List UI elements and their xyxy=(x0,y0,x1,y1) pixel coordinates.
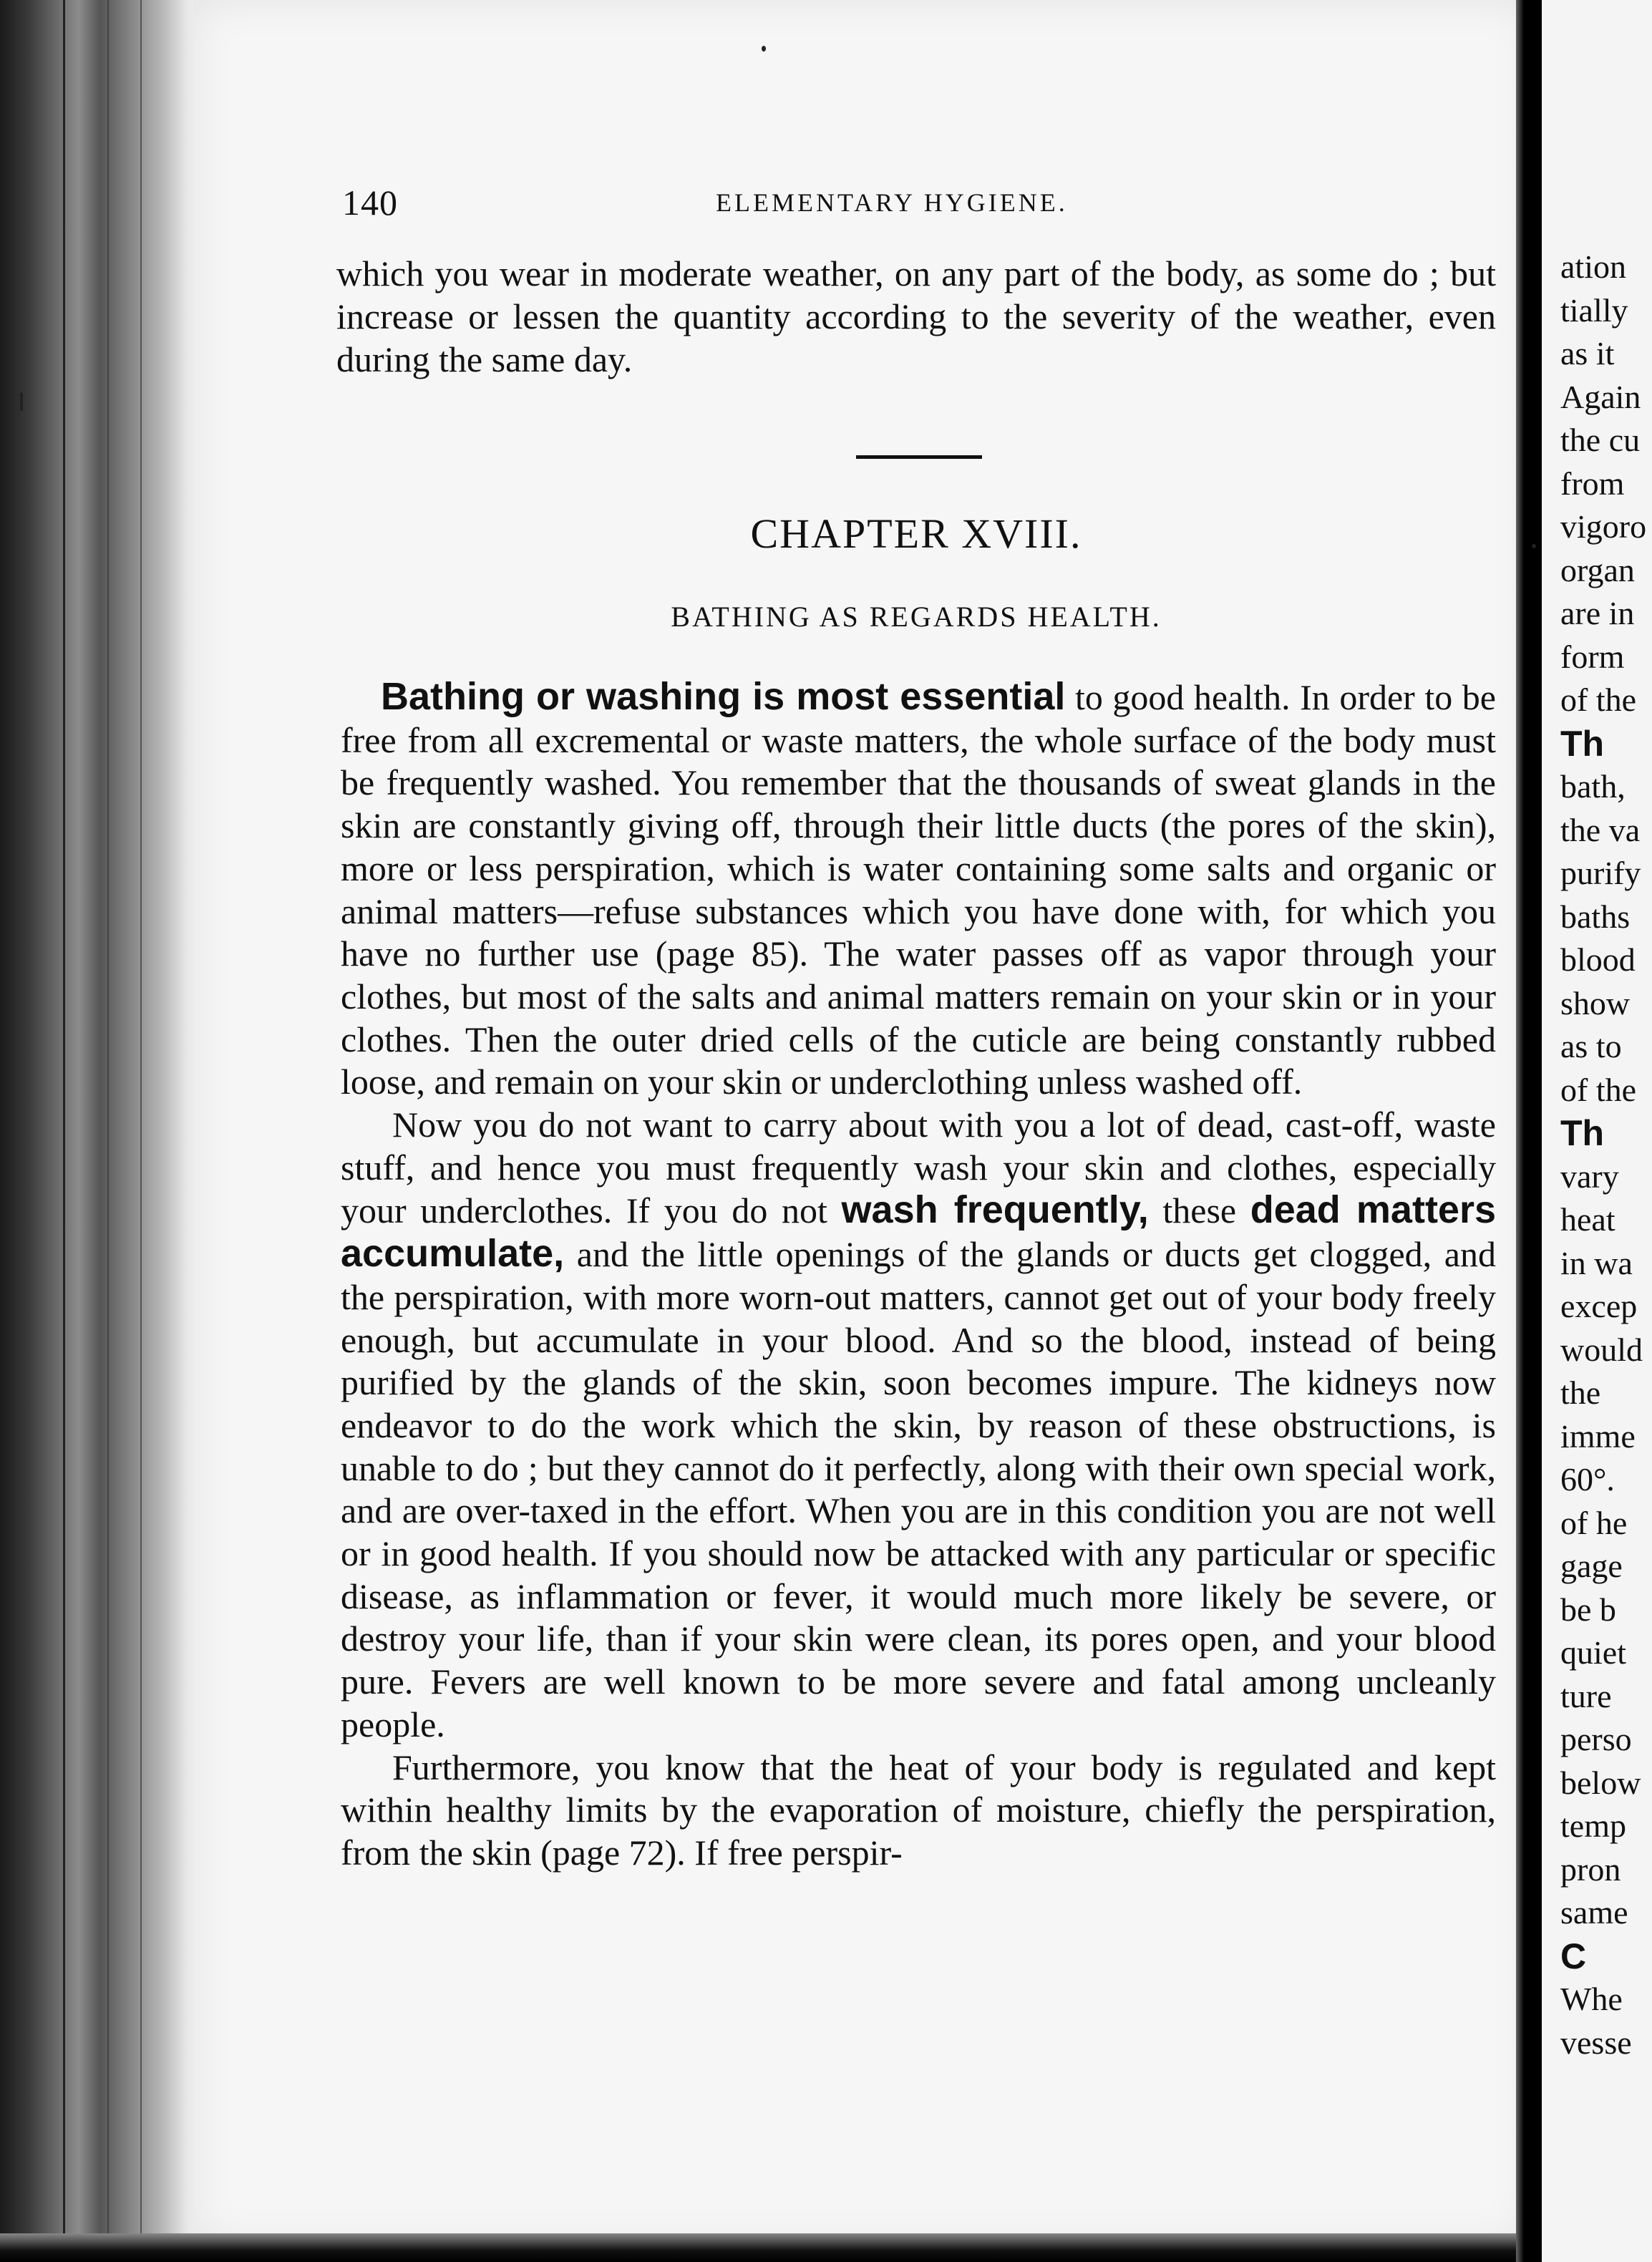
facing-page-fragment: Whe xyxy=(1560,1981,1623,2017)
book-gutter xyxy=(1516,0,1542,2262)
facing-page-fragment: of he xyxy=(1560,1504,1628,1541)
opening-paragraph: which you wear in moderate weather, on any part of the body, as some do ; but increase or lessen the quantity according to the severity of the weather, even during the same day. xyxy=(336,253,1496,379)
facing-page-fragment: show xyxy=(1560,984,1631,1021)
facing-page-fragment: baths xyxy=(1560,898,1631,935)
facing-page-fragment: purify xyxy=(1560,855,1641,891)
opening-paragraph-block xyxy=(336,252,1496,381)
chapter-title: CHAPTER XVIII. xyxy=(750,510,1082,557)
paragraph-text: Furthermore, you know that the heat of your body is regulated and kept within healthy limits by the evaporation of moisture, chiefly the perspiration, from the skin (page 72). If free perspir- xyxy=(341,1747,1496,1873)
facing-page-fragment: of the xyxy=(1560,681,1637,718)
facing-page-fragment: heat xyxy=(1560,1201,1615,1238)
facing-page-fragment: ture xyxy=(1560,1677,1612,1714)
paragraph-text: Now you do not want to carry about with you a lot of dead, cast-off, waste stuff, and hence you must frequently wash your skin and clothes, especially your underclothes. If you do not xyxy=(341,1105,1496,1231)
page-edge-line xyxy=(107,0,109,2262)
facing-page-fragment: 60°. xyxy=(1560,1461,1615,1498)
scan-speck xyxy=(1532,544,1536,548)
scan-speck xyxy=(20,392,23,411)
facing-page-fragment: perso xyxy=(1560,1721,1632,1757)
running-head xyxy=(336,179,1496,229)
facing-page-fragment: be b xyxy=(1560,1591,1616,1628)
paragraph-text: these xyxy=(1148,1190,1250,1231)
facing-page-fragment: the va xyxy=(1560,811,1641,848)
paragraph-3 xyxy=(341,1747,1496,1875)
paragraph-text: and the little openings of the glands or ducts get clogged, and the perspiration, with more worn-out matters, cannot get out of your body freely enough, but accumulate in your blood. And so the blood, instead of being purified by the glands of the skin, soon becomes impure. The kidneys now endeavor to do the work which the skin, by reason of these obstructions, is unable to do ; but they cannot do it perfectly, along with their own special work, and are over-taxed in the effort. When you are in this condition you are not well or in good health. If you should now be attacked with any particular or specific disease, as inflammation or fever, it would much more likely be severe, or destroy your life, than if your skin were clean, its pores open, and your blood pure. Fevers are well known to be more severe and fatal among uncleanly people. xyxy=(341,1234,1496,1744)
facing-page-cropped xyxy=(1542,0,1652,2262)
facing-page-fragment: vesse xyxy=(1560,2024,1632,2061)
facing-page-fragment: from xyxy=(1560,465,1625,502)
facing-page-fragment: tially xyxy=(1560,291,1628,329)
facing-page-fragment: temp xyxy=(1560,1807,1626,1844)
facing-page-fragment: C xyxy=(1560,1936,1587,1976)
facing-page-fragment: blood xyxy=(1560,941,1636,978)
facing-page-fragment: as to xyxy=(1560,1028,1622,1064)
facing-page-fragment: ation xyxy=(1560,248,1626,285)
facing-page-fragment: in wa xyxy=(1560,1244,1633,1281)
facing-page-fragment: Th xyxy=(1560,1113,1605,1153)
facing-page-fragment: are in xyxy=(1560,595,1635,631)
bold-lead-phrase: Bathing or washing is most essential xyxy=(381,675,1066,718)
bold-phrase: dead matters accumulate, xyxy=(341,1188,1497,1276)
facing-page-fragment: below xyxy=(1560,1764,1641,1801)
facing-page-fragment: the cu xyxy=(1560,422,1641,458)
page-edge-line xyxy=(63,0,65,2262)
facing-page-fragment: Again xyxy=(1560,378,1641,415)
page-bottom-shadow xyxy=(0,2233,1652,2262)
chapter-body xyxy=(341,676,1496,1875)
scan-speck xyxy=(762,46,766,52)
paragraph-text: to good health. In order to be free from all excremental or waste matters, the whole surface of the body must be frequently washed. You remember that the thousands of sweat glands in the skin are constantly giving off, through their little ducts (the pores of the skin), more or less perspiration, which is water containing some salts and organic or animal matters—refuse substances which you have done with, for which you have no further use (page 85). The water passes off as vapor through your clothes, but most of the salts and animal matters remain on your skin or in your clothes. Then the outer dried cells of the cuticle are being constantly rubbed loose, and remain on your skin or underclothing unless washed off. xyxy=(341,677,1496,1102)
facing-page-fragment: quiet xyxy=(1560,1634,1626,1671)
bold-phrase: wash frequently, xyxy=(841,1188,1149,1232)
facing-page-fragment: would xyxy=(1560,1331,1643,1368)
facing-page-fragment: the xyxy=(1560,1374,1601,1411)
paragraph-1 xyxy=(341,676,1496,1104)
paragraph-2 xyxy=(341,1104,1496,1747)
page-number: 140 xyxy=(342,183,398,223)
facing-page-fragment: vigoro xyxy=(1560,508,1647,545)
facing-page-fragment: gage xyxy=(1560,1548,1623,1584)
facing-page-fragment: of the xyxy=(1560,1071,1637,1108)
facing-page-fragment: as it xyxy=(1560,335,1615,372)
chapter-subtitle: BATHING AS REGARDS HEALTH. xyxy=(671,601,1162,633)
page-edge-line xyxy=(140,0,142,2262)
facing-page-fragment: excep xyxy=(1560,1288,1638,1324)
facing-page-fragment: organ xyxy=(1560,551,1635,588)
facing-page-fragment: imme xyxy=(1560,1417,1636,1455)
facing-page-fragment: same xyxy=(1560,1894,1628,1931)
section-divider-rule xyxy=(856,455,982,459)
facing-page-fragment: vary xyxy=(1560,1157,1619,1195)
running-title: ELEMENTARY HYGIENE. xyxy=(716,188,1068,217)
facing-page-fragment: pron xyxy=(1560,1850,1621,1888)
book-page-edges xyxy=(0,0,215,2262)
facing-page-fragment: bath, xyxy=(1560,768,1626,805)
facing-page-fragment: form xyxy=(1560,638,1625,675)
facing-page-line-fragments xyxy=(1560,246,1646,2064)
facing-page-fragment: Th xyxy=(1560,723,1605,764)
